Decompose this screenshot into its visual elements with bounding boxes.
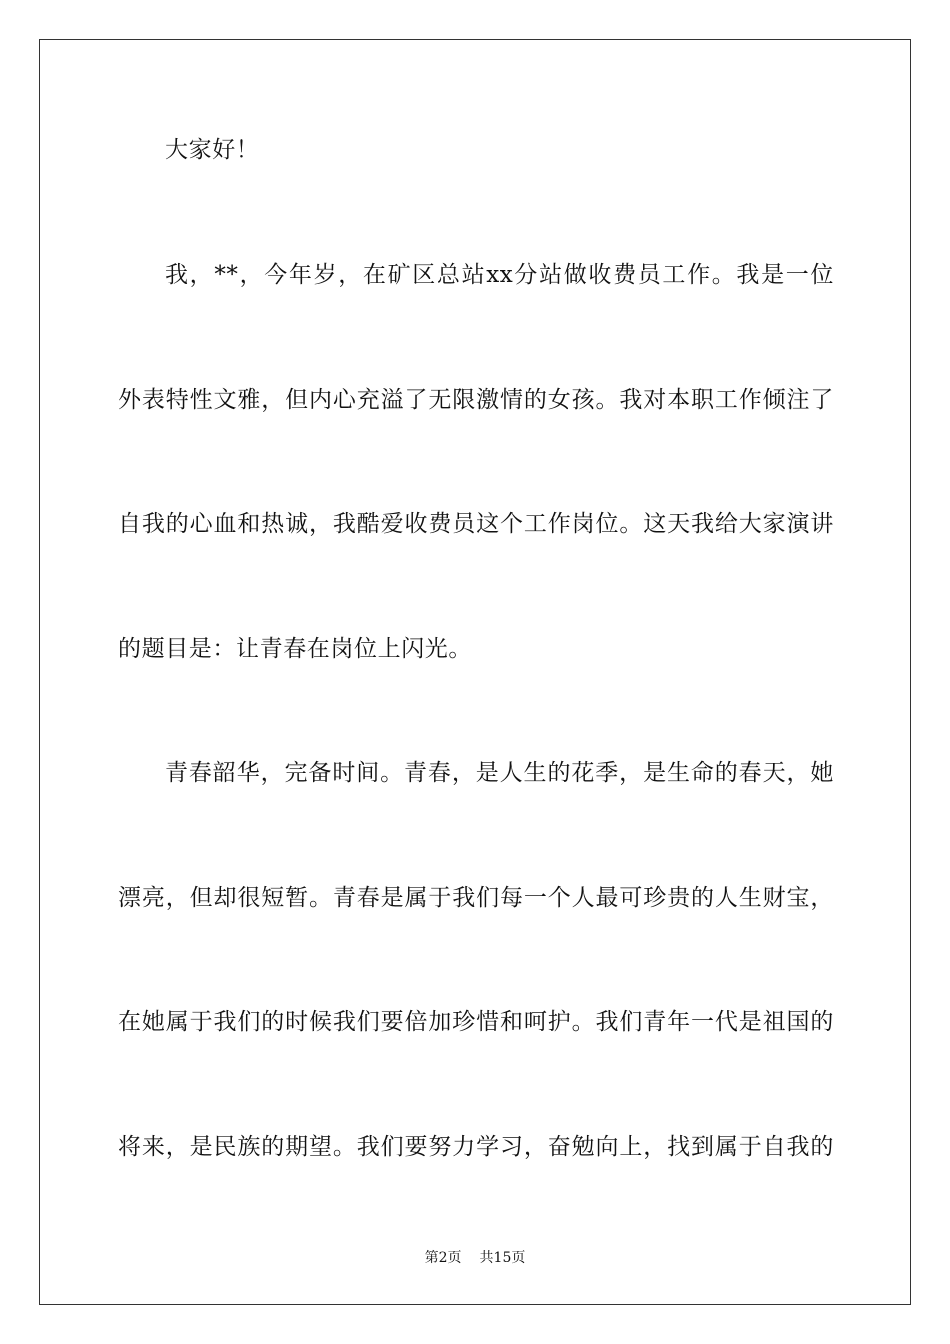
- paragraph-2-line-1: 青春韶华，完备时间。青春，是人生的花季，是生命的春天，她: [165, 760, 834, 786]
- paragraph-1-line-2: 外表特性文雅，但内心充溢了无限激情的女孩。我对本职工作倾注了: [118, 387, 834, 413]
- paragraph-1-line-3: 自我的心血和热诚，我酷爱收费员这个工作岗位。这天我给大家演讲: [118, 511, 834, 537]
- page-footer: [0, 1248, 950, 1268]
- paragraph-2-line-3: 在她属于我们的时候我们要倍加珍惜和呵护。我们青年一代是祖国的: [118, 1009, 834, 1035]
- page-border: [39, 39, 911, 1305]
- paragraph-1-line-4: 的题目是：让青春在岗位上闪光。: [118, 636, 472, 662]
- paragraph-2-line-4: 将来，是民族的期望。我们要努力学习，奋勉向上，找到属于自我的: [118, 1134, 834, 1160]
- paragraph-1-line-1: 我，**，今年岁，在矿区总站xx分站做收费员工作。我是一位: [165, 262, 834, 288]
- page-number: 第2页: [424, 1250, 462, 1266]
- paragraph-2-line-2: 漂亮，但却很短暂。青春是属于我们每一个人最可珍贵的人生财宝，: [118, 885, 834, 911]
- greeting-line: 大家好！: [165, 137, 260, 163]
- page-total: 共15页: [479, 1250, 526, 1266]
